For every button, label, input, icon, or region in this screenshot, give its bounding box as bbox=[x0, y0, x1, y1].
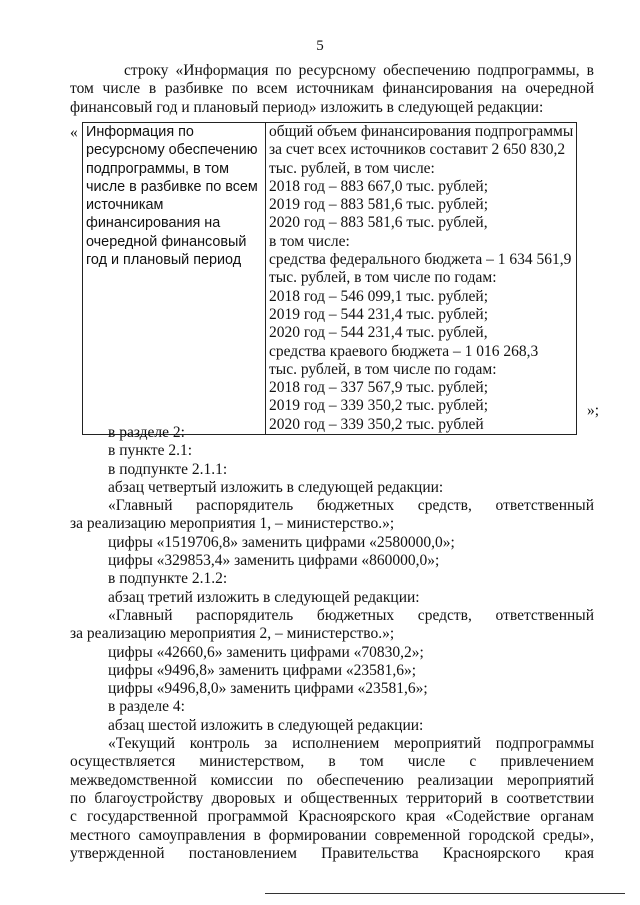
value-line: 2019 год – 883 581,6 тыс. рублей; bbox=[269, 196, 489, 214]
footer-divider bbox=[265, 893, 625, 894]
body-line: в разделе 4: bbox=[108, 698, 185, 716]
value-line: тыс. рублей, в том числе: bbox=[269, 159, 435, 177]
body-line: цифры «9496,8» заменить цифрами «23581,6»; bbox=[108, 661, 417, 679]
value-line: тыс. рублей, в том числе по годам: bbox=[269, 269, 497, 287]
body-line: абзац шестой изложить в следующей редакции: bbox=[108, 716, 424, 734]
body-line: абзац третий изложить в следующей редакции: bbox=[108, 588, 420, 606]
value-line: 2019 год – 339 350,2 тыс. рублей; bbox=[269, 397, 489, 415]
intro-paragraph bbox=[70, 62, 594, 117]
label-line: числе в разбивке по всем bbox=[86, 178, 258, 195]
body-line: абзац четвертый изложить в следующей редакции: bbox=[108, 478, 444, 496]
value-line: 2020 год – 544 231,4 тыс. рублей, bbox=[269, 324, 488, 342]
body-line: межведомственной комиссии по обеспечению реализации мероприятий bbox=[70, 771, 594, 789]
body-line: в разделе 2: bbox=[108, 424, 185, 441]
label-line: подпрограммы, в том bbox=[86, 160, 230, 177]
body-line: в подпункте 2.1.1: bbox=[108, 460, 228, 478]
funding-info-table bbox=[82, 122, 577, 435]
closing-quote: »; bbox=[587, 402, 600, 419]
body-line: «Главный распорядитель бюджетных средств, ответственный bbox=[108, 497, 594, 515]
body-line: цифры «42660,6» заменить цифрами «70830,2»; bbox=[108, 643, 424, 661]
label-line: очередной финансовый bbox=[86, 233, 247, 250]
body-line: в пункте 2.1: bbox=[108, 442, 193, 460]
body-line: цифры «1519706,8» заменить цифрами «2580000,0»; bbox=[108, 533, 455, 551]
opening-quote: « bbox=[70, 124, 78, 141]
body-line: с государственной программой Красноярского края «Содействие органам bbox=[70, 808, 594, 826]
body-line: по благоустройству дворовых и общественных территорий в соответствии bbox=[70, 789, 594, 807]
value-line: 2018 год – 546 099,1 тыс. рублей; bbox=[269, 287, 489, 305]
value-line: тыс. рублей, в том числе по годам: bbox=[269, 360, 497, 378]
body-line: «Главный распорядитель бюджетных средств, ответственный bbox=[108, 606, 594, 624]
value-line: средства федерального бюджета – 1 634 561,9 bbox=[269, 251, 572, 269]
value-line: 2018 год – 883 667,0 тыс. рублей; bbox=[269, 177, 489, 195]
body-line: за реализацию мероприятия 1, – министерство.»; bbox=[70, 515, 395, 533]
value-line: 2020 год – 883 581,6 тыс. рублей, bbox=[269, 214, 488, 232]
body-line: цифры «9496,8,0» заменить цифрами «23581,6»; bbox=[108, 680, 428, 698]
table-label-cell bbox=[83, 123, 266, 435]
body-line: в подпункте 2.1.2: bbox=[108, 570, 228, 588]
value-line: 2019 год – 544 231,4 тыс. рублей; bbox=[269, 305, 489, 323]
label-line: год и плановый период bbox=[86, 252, 242, 269]
table-value-cell bbox=[266, 123, 577, 435]
label-line: Информация по bbox=[86, 124, 194, 140]
value-line: общий объем финансирования подпрограммы bbox=[269, 123, 574, 140]
document-body bbox=[70, 424, 594, 863]
label-line: финансирования на bbox=[86, 215, 221, 232]
body-line: цифры «329853,4» заменить цифрами «860000,0»; bbox=[108, 552, 440, 570]
body-line: местного самоуправления в формировании современной городской среды», bbox=[70, 826, 594, 844]
body-line: «Текущий контроль за исполнением мероприятий подпрограммы bbox=[108, 735, 594, 753]
value-line: средства краевого бюджета – 1 016 268,3 bbox=[269, 342, 539, 360]
value-line: за счет всех источников составит 2 650 830,2 bbox=[269, 141, 566, 159]
label-line: ресурсному обеспечению bbox=[86, 142, 258, 159]
value-line: 2018 год – 337 567,9 тыс. рублей; bbox=[269, 379, 489, 397]
value-line: 2020 год – 339 350,2 тыс. рублей bbox=[269, 415, 484, 433]
body-line: за реализацию мероприятия 2, – министерство.»; bbox=[70, 625, 395, 643]
page-number: 5 bbox=[316, 38, 324, 54]
body-line: осуществляется министерством, в том числе с привлечением bbox=[70, 753, 594, 771]
label-line: источникам bbox=[86, 197, 164, 214]
body-line: утвержденной постановлением Правительства Красноярского края bbox=[70, 844, 594, 862]
value-line: в том числе: bbox=[269, 232, 350, 250]
table-row bbox=[83, 123, 577, 435]
intro-text: строку «Информация по ресурсному обеспечению подпрограммы, в том числе в разбивке по всем источникам финансирования на очередной финансовый год и плановый период» изложить в следующей редакции: bbox=[70, 62, 594, 116]
